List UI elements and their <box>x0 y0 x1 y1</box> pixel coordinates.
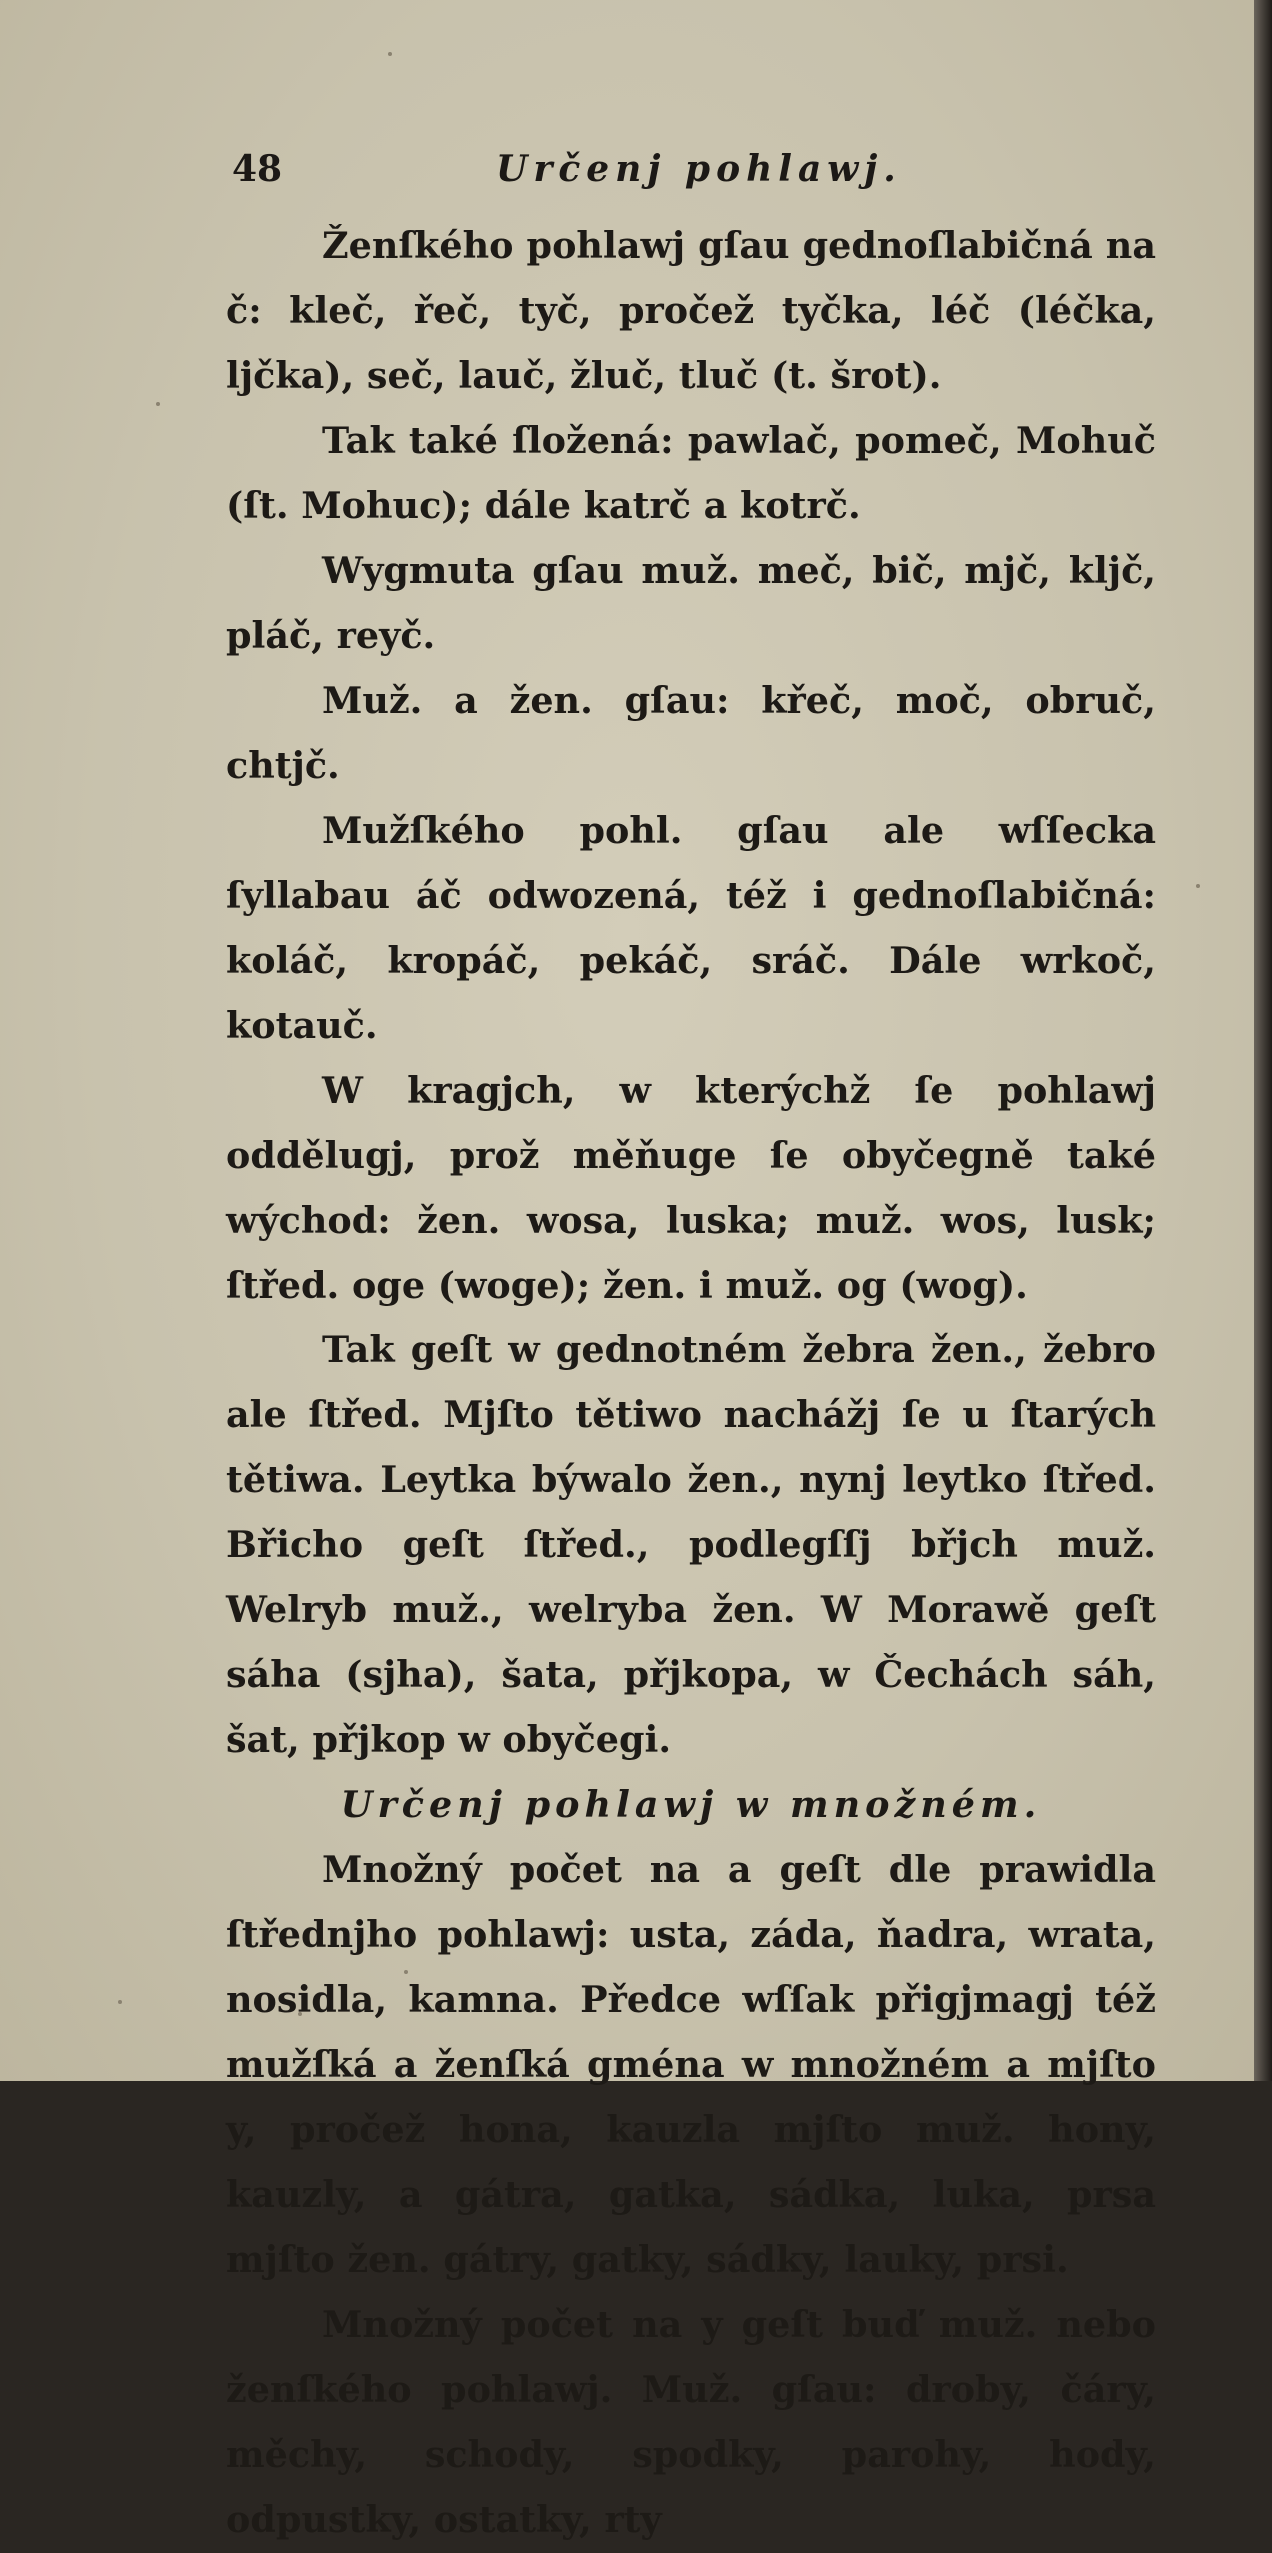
paragraph: Množný počet na a geſt dle prawidla ſtřednjho pohlawj: usta, záda, ňadra, wrata, nosidla, kamna. Předce wſſak přigjmagj též mužſká a ženſká gména w množném a mjſto y, pročež hona, kauzla mjſto muž. hony, kauzly, a gátra, gatka, sádka, luka, prsa mjſto žen. gátry, gatky, sádky, lauky, prsi. <box>226 1848 1156 2282</box>
ink-speck <box>1196 884 1200 888</box>
paragraph: Ženſkého pohlawj gſau gednoſlabičná na č: kleč, řeč, tyč, pročež tyčka, léč (léčka, ljčka), seč, lauč, žluč, tluč (t. šrot). <box>226 224 1156 397</box>
paragraph: Tak geſt w gednotném žebra žen., žebro ale ſtřed. Mjſto tětiwo nachážj ſe u ſtarých tětiwa. Leytka býwalo žen., nynj leytko ſtřed. Břicho geſt ſtřed., podlegſſj břjch muž. Welryb muž., welryba žen. W Morawě geſt sáha (sjha), šata, přjkopa, w Čechách sáh, šat, přjkop w obyčegi. <box>226 1328 1156 1762</box>
paragraph: W kragjch, w kterýchž ſe pohlawj oddělugj, prož měňuge ſe obyčegně také wýchod: žen. wosa, luska; muž. wos, lusk; ſtřed. oge (woge); žen. i muž. og (wog). <box>226 1068 1156 1307</box>
section-heading: Určenj pohlawj w množném. <box>340 1783 1042 1827</box>
paragraph: Množný počet na y geſt buď muž. nebo ženſkého pohlawj. Muž. gſau: droby, čáry, měchy, schody, spodky, parohy, hody, odpustky, ostatky, rty <box>226 2303 1156 2541</box>
ink-speck <box>118 2000 122 2004</box>
page-number: 48 <box>232 148 283 190</box>
ink-speck <box>156 402 160 406</box>
running-title: Určenj pohlawj. <box>496 148 902 190</box>
book-spine-shadow <box>1254 0 1272 2081</box>
paragraph: Mužſkého pohl. gſau ale wſſecka ſyllabau áč odwozená, též i gednoſlabičná: koláč, kropáč, pekáč, sráč. Dále wrkoč, kotauč. <box>226 808 1156 1047</box>
paragraph: Muž. a žen. gſau: křeč, moč, obruč, chtjč. <box>226 678 1156 787</box>
page-header <box>232 148 1152 208</box>
paragraph: Wygmuta gſau muž. meč, bič, mjč, kljč, pláč, reyč. <box>226 548 1156 657</box>
paragraph: Tak také ſložená: pawlač, pomeč, Mohuč (ſt. Mohuc); dále katrč a kotrč. <box>226 418 1156 527</box>
ink-speck <box>388 52 392 56</box>
body-text <box>226 214 1156 2553</box>
